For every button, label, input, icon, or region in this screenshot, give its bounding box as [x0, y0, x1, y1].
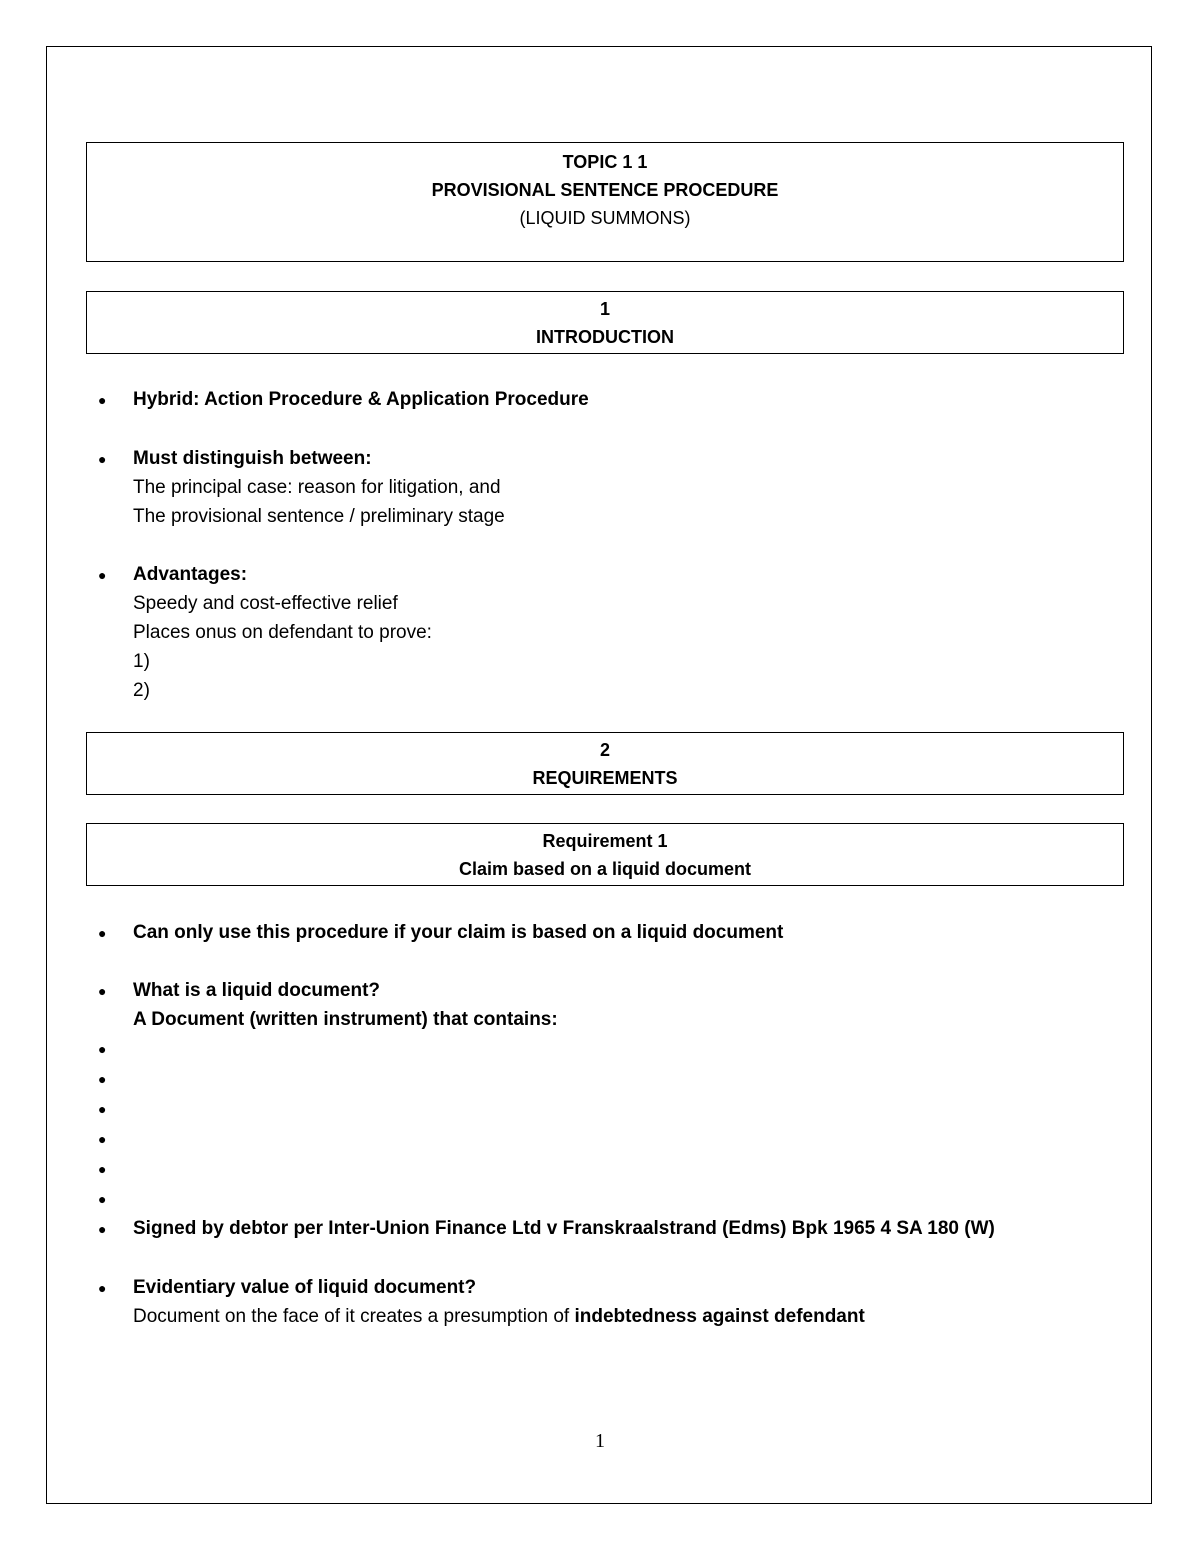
req-signed: Signed by debtor per Inter-Union Finance Ltd v Franskraalstrand (Edms) Bpk 1965 4 SA 180 (W)	[133, 1218, 995, 1239]
bullet-icon: ●	[98, 1071, 107, 1087]
bullet-icon: ●	[98, 1131, 107, 1147]
requirement-1-label: Requirement 1	[542, 831, 668, 851]
bullet-icon: ●	[98, 1161, 107, 1177]
section-2-box	[86, 732, 1124, 795]
title-box	[86, 142, 1124, 262]
bullet-icon: ●	[98, 392, 107, 408]
topic-label: TOPIC 1 1	[562, 152, 648, 172]
bullet-icon: ●	[98, 983, 107, 999]
requirement-1-heading: Claim based on a liquid document	[458, 859, 752, 879]
document-title: PROVISIONAL SENTENCE PROCEDURE	[431, 180, 779, 200]
req-evidentiary-label: Evidentiary value of liquid document?	[133, 1277, 477, 1298]
intro-advantages-item2: 2)	[133, 680, 150, 701]
page-number: 1	[595, 1430, 605, 1452]
req-contains: A Document (written instrument) that contains:	[133, 1009, 558, 1030]
intro-distinguish-label: Must distinguish between:	[133, 448, 372, 469]
section-1-heading: INTRODUCTION	[536, 327, 674, 347]
bullet-icon: ●	[98, 1191, 107, 1207]
intro-advantages-label: Advantages:	[133, 564, 248, 585]
bullet-icon: ●	[98, 567, 107, 583]
intro-hybrid: Hybrid: Action Procedure & Application Procedure	[133, 389, 589, 410]
section-1-box	[86, 291, 1124, 354]
section-2-heading: REQUIREMENTS	[532, 768, 678, 788]
intro-advantages-item1: 1)	[133, 651, 150, 672]
intro-distinguish-line2: The provisional sentence / preliminary stage	[133, 506, 505, 527]
bullet-icon: ●	[98, 1101, 107, 1117]
bullet-icon: ●	[98, 925, 107, 941]
section-2-number: 2	[599, 740, 610, 760]
intro-distinguish-line1: The principal case: reason for litigation, and	[133, 477, 501, 498]
document-subtitle: (LIQUID SUMMONS)	[519, 208, 691, 228]
bullet-icon: ●	[98, 451, 107, 467]
req-only-use: Can only use this procedure if your claim is based on a liquid document	[133, 922, 784, 943]
section-1-number: 1	[599, 299, 610, 319]
req-evidentiary-line	[133, 1302, 865, 1331]
bullet-icon: ●	[98, 1280, 107, 1296]
bullet-icon: ●	[98, 1041, 107, 1057]
requirement-1-box	[86, 823, 1124, 886]
req-evidentiary-bold: indebtedness against defendant	[574, 1306, 865, 1327]
intro-advantages-line1: Speedy and cost-effective relief	[133, 593, 398, 614]
req-what-is: What is a liquid document?	[133, 980, 380, 1001]
intro-advantages-line2: Places onus on defendant to prove:	[133, 622, 432, 643]
req-evidentiary-text: Document on the face of it creates a presumption of	[133, 1306, 575, 1327]
bullet-icon: ●	[98, 1221, 107, 1237]
